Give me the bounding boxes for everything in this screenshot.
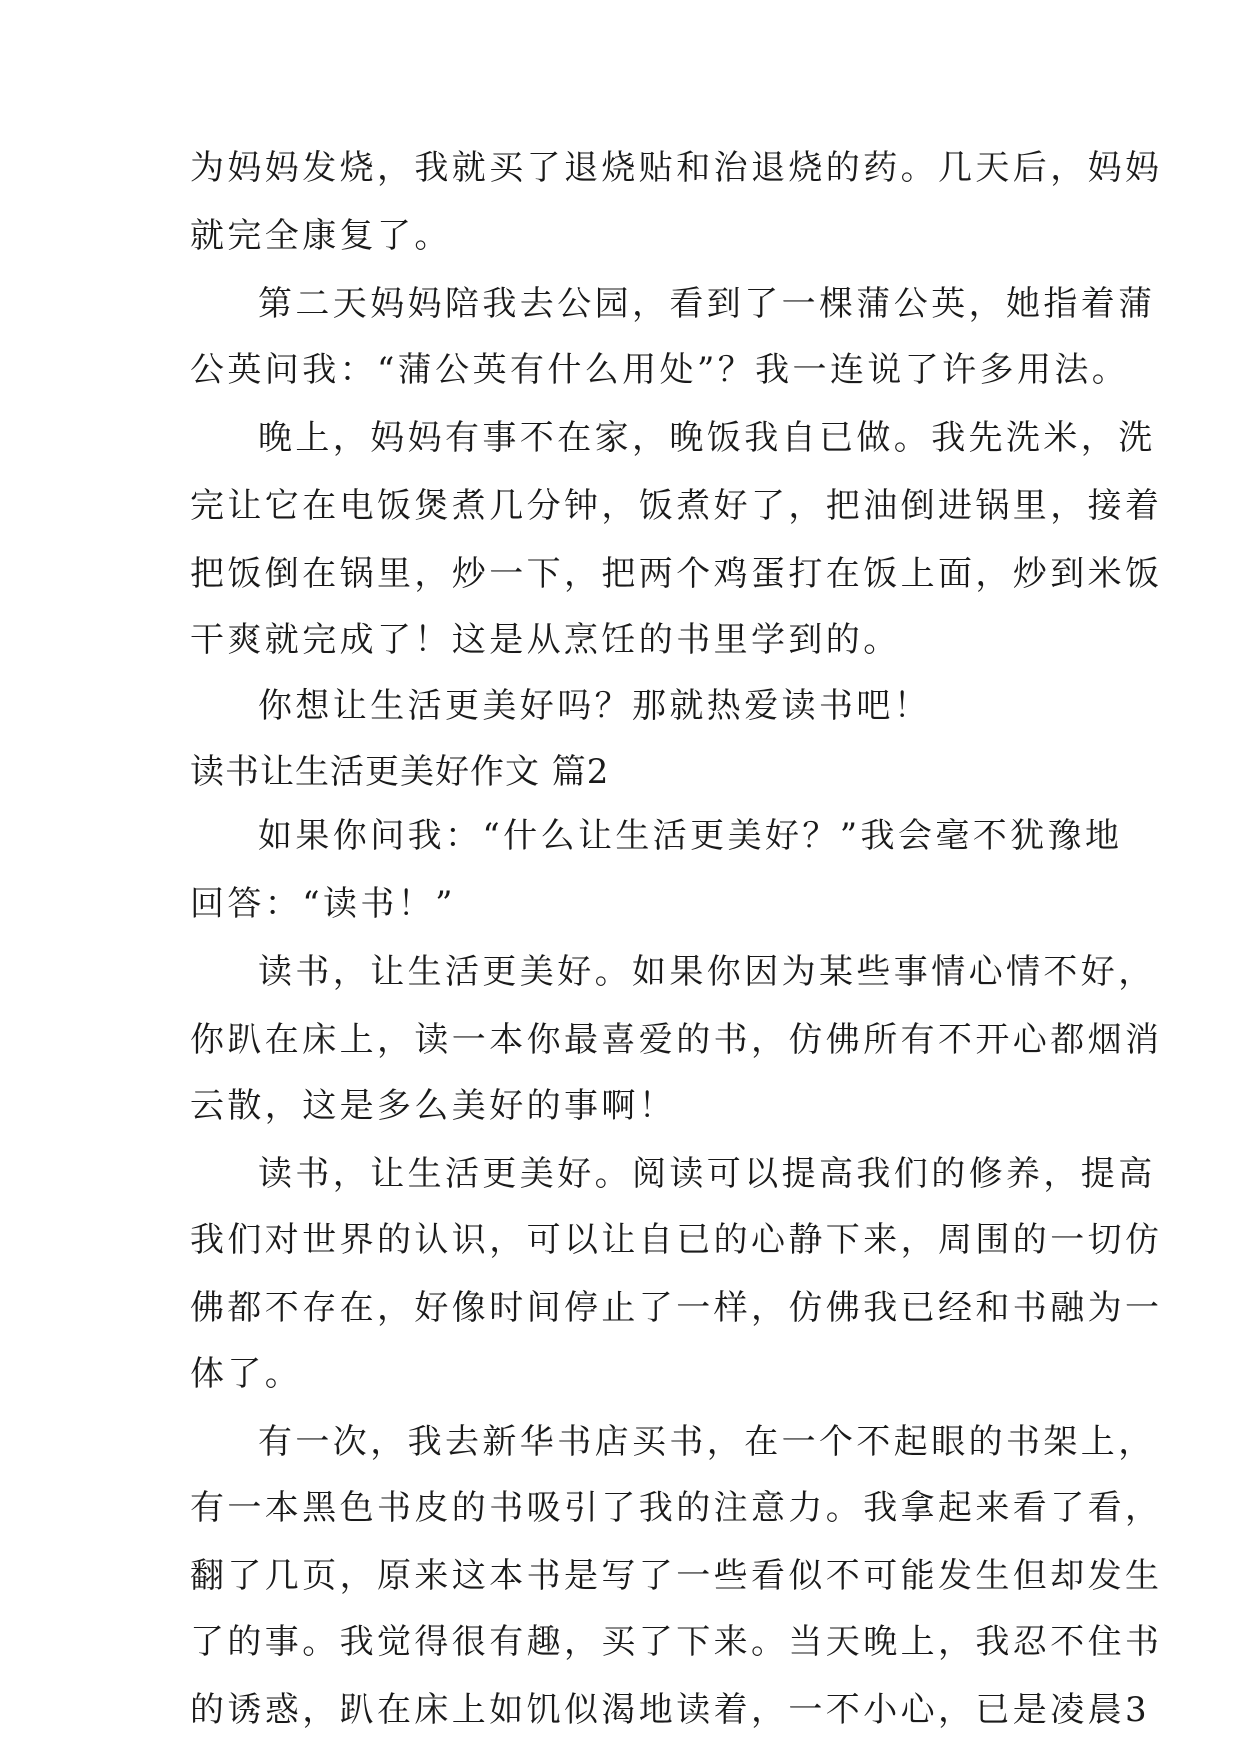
paragraph-line: 晚上，妈妈有事不在家，晚饭我自已做。我先洗米，洗 — [258, 418, 1156, 458]
paragraph-line: 完让它在电饭煲煮几分钟，饭煮好了，把油倒进锅里，接着 — [190, 486, 1163, 526]
paragraph-line: 读书，让生活更美好。如果你因为某些事情心情不好， — [258, 952, 1156, 992]
paragraph-line: 了的事。我觉得很有趣，买了下来。当天晚上，我忍不住书 — [190, 1622, 1163, 1662]
paragraph-line: 的诱惑，趴在床上如饥似渴地读着，一不小心，已是凌晨3 — [190, 1690, 1151, 1730]
paragraph-line: 你趴在床上，读一本你最喜爱的书，仿佛所有不开心都烟消 — [190, 1020, 1163, 1060]
section-heading: 读书让生活更美好作文 篇2 — [190, 752, 610, 792]
paragraph-line: 把饭倒在锅里，炒一下，把两个鸡蛋打在饭上面，炒到米饭 — [190, 554, 1163, 594]
paragraph-line: 就完全康复了。 — [190, 216, 452, 256]
paragraph-line: 读书，让生活更美好。阅读可以提高我们的修养，提高 — [258, 1154, 1156, 1194]
paragraph-line: 公英问我：“蒲公英有什么用处”？我一连说了许多用法。 — [190, 350, 1130, 390]
paragraph-line: 有一本黑色书皮的书吸引了我的注意力。我拿起来看了看， — [190, 1488, 1163, 1528]
paragraph-line: 翻了几页，原来这本书是写了一些看似不可能发生但却发生 — [190, 1556, 1163, 1596]
paragraph-line: 为妈妈发烧，我就买了退烧贴和治退烧的药。几天后，妈妈 — [190, 148, 1163, 188]
paragraph-line: 回答：“读书！” — [190, 884, 456, 924]
paragraph-line: 如果你问我：“什么让生活更美好？”我会毫不犹豫地 — [258, 816, 1123, 856]
paragraph-line: 佛都不存在，好像时间停止了一样，仿佛我已经和书融为一 — [190, 1288, 1163, 1328]
paragraph-line: 第二天妈妈陪我去公园，看到了一棵蒲公英，她指着蒲 — [258, 284, 1156, 324]
paragraph-line: 体了。 — [190, 1354, 303, 1394]
paragraph-line: 我们对世界的认识，可以让自已的心静下来，周围的一切仿 — [190, 1220, 1163, 1260]
paragraph-line: 有一次，我去新华书店买书，在一个不起眼的书架上， — [258, 1422, 1156, 1462]
paragraph-line: 你想让生活更美好吗？那就热爱读书吧！ — [258, 686, 932, 726]
paragraph-line: 云散，这是多么美好的事啊！ — [190, 1086, 677, 1126]
paragraph-line: 干爽就完成了！这是从烹饪的书里学到的。 — [190, 620, 901, 660]
